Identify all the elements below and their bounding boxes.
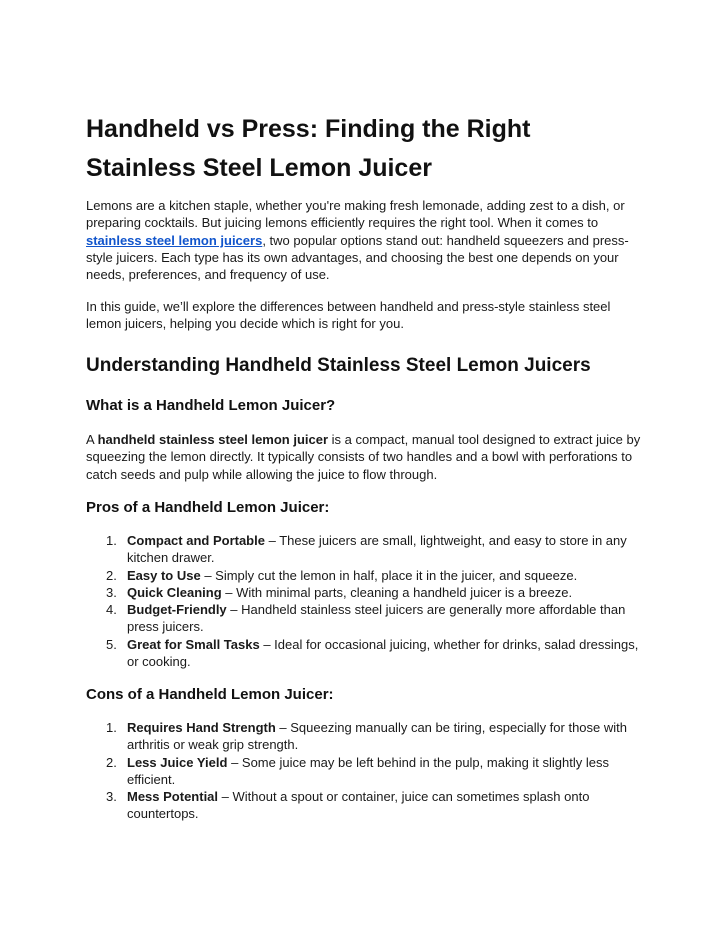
list-number: 1. xyxy=(106,533,117,548)
what-is-rest: is a compact, manual tool designed to extract juice by squeezing the lemon directly. It typically consists of two handles and a bowl with perforations to catch seeds and pulp while allowing the juice to flow through. xyxy=(86,432,641,482)
guide-paragraph: In this guide, we’ll explore the differences between handheld and press-style stainless steel lemon juicers, helping you decide which is right for you. xyxy=(86,299,611,332)
pros-list xyxy=(86,532,646,670)
what-is-lead: A xyxy=(86,432,98,447)
list-item-text: – Squeezing manually can be tiring, especially for those with arthritis or weak grip strength. xyxy=(127,720,627,753)
page-title: Handheld vs Press: Finding the Right Stainless Steel Lemon Juicer xyxy=(86,115,531,182)
what-is-heading: What is a Handheld Lemon Juicer? xyxy=(86,397,336,414)
pros-heading: Pros of a Handheld Lemon Juicer: xyxy=(86,499,330,516)
list-item xyxy=(86,584,646,601)
list-item-bold: Requires Hand Strength xyxy=(127,720,276,735)
list-item-bold: Compact and Portable xyxy=(127,533,265,548)
intro-text-after: , two popular options stand out: handheld squeezers and press-style juicers. Each type has its own advantages, and choosing the best one depends on your needs, preferences, and frequency of use. xyxy=(86,232,629,283)
what-is-bold: handheld stainless steel lemon juicer xyxy=(97,432,329,447)
intro-text-before: Lemons are a kitchen staple, whether you're making fresh lemonade, adding zest to a dish, or preparing cocktails. But juicing lemons efficiently requires the right tool. When it comes to xyxy=(86,198,625,231)
cons-heading: Cons of a Handheld Lemon Juicer: xyxy=(86,686,334,703)
list-item xyxy=(86,601,646,636)
list-item xyxy=(86,532,646,567)
list-item-bold: Easy to Use xyxy=(127,567,201,583)
list-item-bold: Budget-Friendly xyxy=(127,602,227,618)
list-item xyxy=(86,567,646,584)
list-item-text: – With minimal parts, cleaning a handheld juicer is a breeze. xyxy=(221,584,573,600)
list-item xyxy=(86,754,646,789)
list-number: 3. xyxy=(106,789,117,805)
intro-paragraph xyxy=(86,197,646,283)
cons-list xyxy=(86,719,646,823)
section-heading: Understanding Handheld Stainless Steel Lemon Juicers xyxy=(86,355,591,376)
list-number: 2. xyxy=(106,754,117,770)
list-item-text: – Some juice may be left behind in the pulp, making it slightly less efficient. xyxy=(127,754,609,787)
what-is-paragraph xyxy=(86,431,646,483)
list-number: 2. xyxy=(106,567,117,583)
list-item-bold: Less Juice Yield xyxy=(127,754,228,770)
list-number: 1. xyxy=(106,720,117,735)
list-item-bold: Mess Potential xyxy=(127,789,219,805)
list-item-text: – Ideal for occasional juicing, whether for drinks, salad dressings, or cooking. xyxy=(127,636,639,670)
stainless-juicers-link[interactable]: stainless steel lemon juicers xyxy=(86,232,263,248)
list-item-text: – These juicers are small, lightweight, and easy to store in any kitchen drawer. xyxy=(127,533,627,566)
list-item-text: – Handheld stainless steel juicers are generally more affordable than press juicers. xyxy=(127,602,626,635)
list-number: 4. xyxy=(106,602,117,618)
list-number: 3. xyxy=(106,584,117,600)
list-item xyxy=(86,788,646,823)
list-item xyxy=(86,636,646,671)
list-item-bold: Quick Cleaning xyxy=(127,584,222,600)
list-number: 5. xyxy=(106,636,117,652)
list-item xyxy=(86,719,646,754)
list-item-text: – Without a spout or container, juice can sometimes splash onto countertops. xyxy=(127,789,590,822)
list-item-bold: Great for Small Tasks xyxy=(127,636,260,652)
list-item-text: – Simply cut the lemon in half, place it in the juicer, and squeeze. xyxy=(200,567,578,583)
